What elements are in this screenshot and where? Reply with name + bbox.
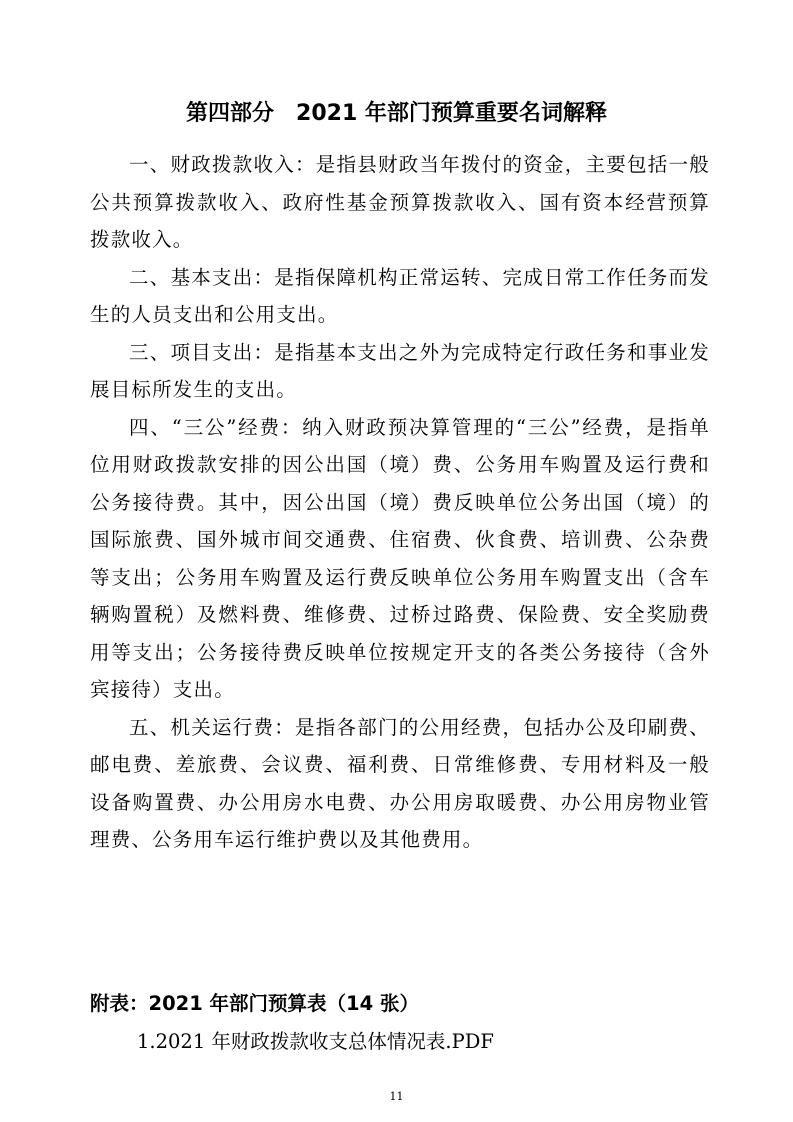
document-body [90, 146, 710, 859]
paragraph-fiscal-appropriation-income: 一、财政拨款收入：是指县财政当年拨付的资金，主要包括一般公共预算拨款收入、政府性基金预算拨款收入、国有资本经营预算拨款收入。 [90, 153, 710, 251]
appendix-heading: 附表：2021 年部门预算表（14 张） [90, 992, 419, 1015]
paragraph-three-public-expenses: 四、“三公”经费：纳入财政预决算管理的“三公”经费，是指单位用财政拨款安排的因公出国（境）费、公务用车购置及运行费和公务接待费。其中，因公出国（境）费反映单位公务出国（境）的国际旅费、国外城市间交通费、住宿费、伙食费、培训费、公杂费等支出；公务用车购置及运行费反映单位公务用车购置支出（含车辆购置税）及燃料费、维修费、过桥过路费、保险费、安全奖励费用等支出；公务接待费反映单位按规定开支的各类公务接待（含外宾接待）支出。 [90, 415, 710, 701]
page-title: 第四部分 2021 年部门预算重要名词解释 [186, 101, 607, 126]
paragraph-agency-operating-expenses: 五、机关运行费：是指各部门的公用经费，包括办公及印刷费、邮电费、差旅费、会议费、福利费、日常维修费、专用材料及一般设备购置费、办公用房水电费、办公用房取暖费、办公用房物业管理费、公务用车运行维护费以及其他费用。 [90, 715, 710, 851]
paragraph-project-expenditure: 三、项目支出：是指基本支出之外为完成特定行政任务和事业发展目标所发生的支出。 [90, 340, 710, 401]
paragraph-basic-expenditure: 二、基本支出：是指保障机构正常运转、完成日常工作任务而发生的人员支出和公用支出。 [90, 265, 710, 326]
appendix-item-pdf-link[interactable]: 1.2021 年财政拨款收支总体情况表.PDF [137, 1030, 494, 1053]
page-number: 11 [389, 1090, 404, 1103]
